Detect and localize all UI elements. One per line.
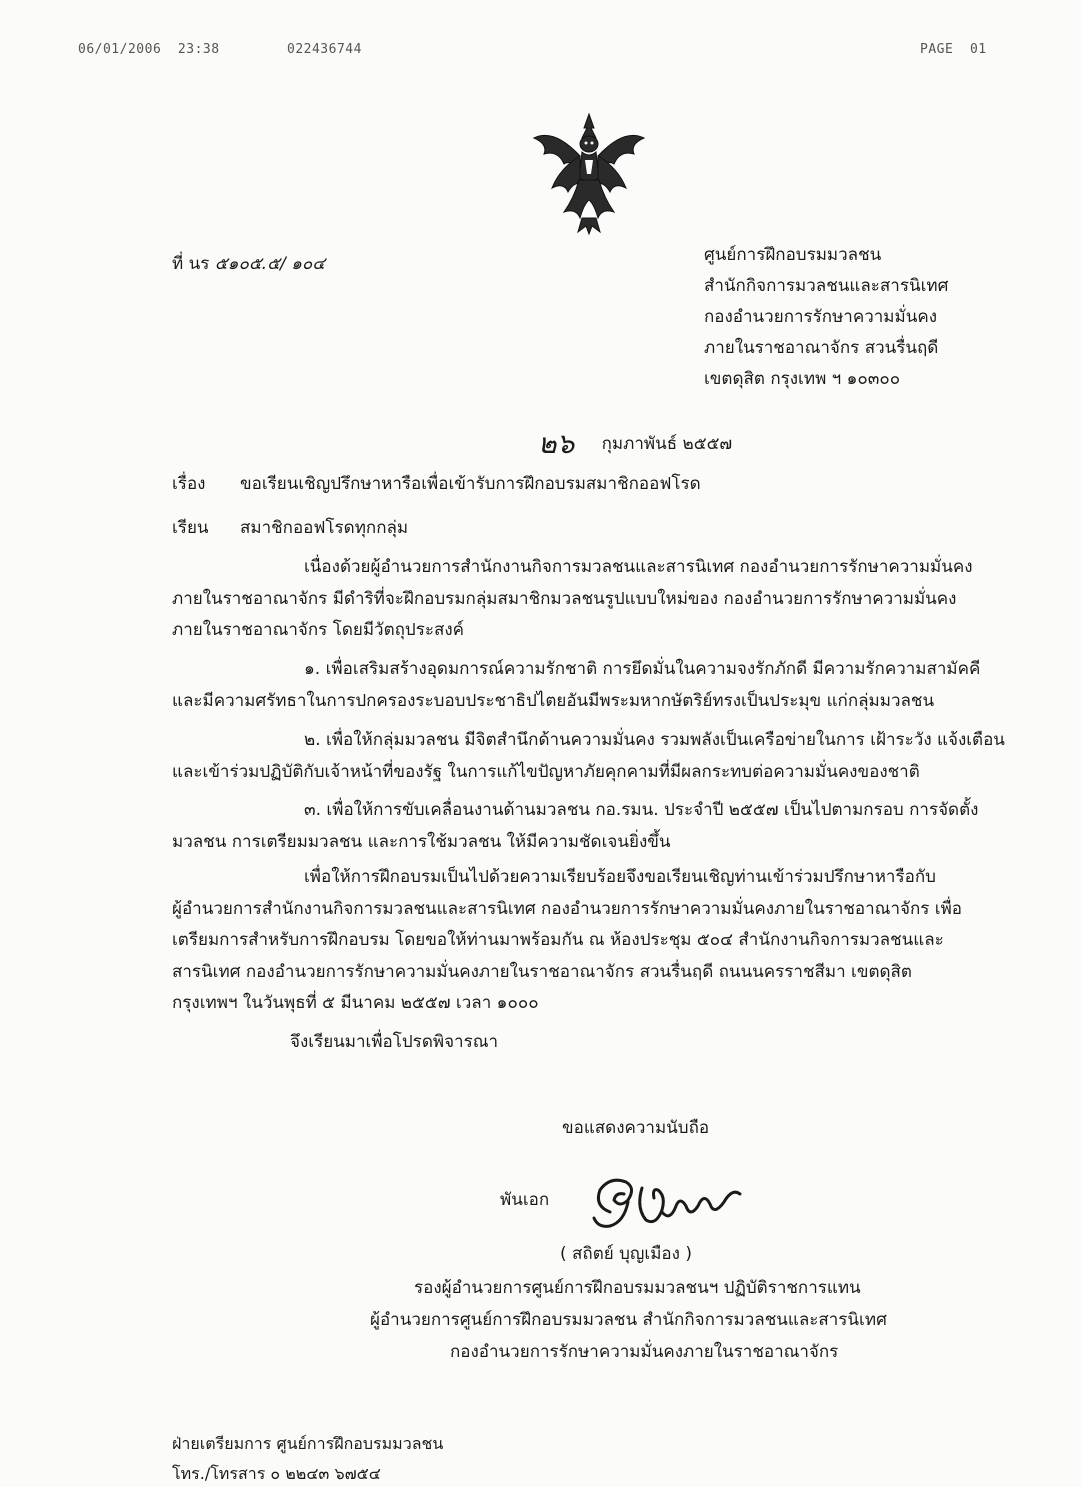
- paragraph-line: ผู้อำนวยการสำนักงานกิจการมวลชนและสารนิเทศ กองอำนวยการรักษาความมั่นคงภายในราชอาณาจักร เพื่อ: [172, 898, 963, 919]
- paragraph-line: ๒. เพื่อให้กลุ่มมวลชน มีจิตสำนึกด้านความมั่นคง รวมพลังเป็นเครือข่ายในการ เฝ้าระวัง แจ้งเตือน: [304, 730, 1005, 750]
- paragraph-line: เนื่องด้วยผู้อำนวยการสำนักงานกิจการมวลชนและสารนิเทศ กองอำนวยการรักษาความมั่นคง: [304, 557, 973, 577]
- closing-phrase: ขอแสดงความนับถือ: [562, 1118, 710, 1138]
- date-day: ๒๖: [538, 427, 575, 460]
- signatory-rank: พันเอก: [500, 1190, 550, 1210]
- sender-line: ภายในราชอาณาจักร สวนรื่นฤดี: [704, 338, 939, 358]
- handwritten-signature: [580, 1162, 760, 1242]
- invitation-paragraph: [172, 862, 998, 1020]
- recipient-text: สมาชิกออฟโรดทุกกลุ่ม: [240, 518, 409, 538]
- fax-datetime: 06/01/2006 23:38: [78, 42, 220, 57]
- paragraph-line: ภายในราชอาณาจักร โดยมีวัตถุประสงค์: [172, 620, 465, 640]
- recipient-label: เรียน: [172, 518, 209, 538]
- paragraph-line: เพื่อให้การฝึกอบรมเป็นไปด้วยความเรียบร้อยจึงขอเรียนเชิญท่านเข้าร่วมปรึกษาหารือกับ: [304, 867, 936, 887]
- objective-3: [172, 795, 998, 858]
- sender-line: กองอำนวยการรักษาความมั่นคง: [704, 307, 938, 327]
- paragraph-line: สารนิเทศ กองอำนวยการรักษาความมั่นคงภายในราชอาณาจักร สวนรื่นฤดี ถนนนครราชสีมา เขตดุสิต: [172, 961, 912, 982]
- sender-line: เขตดุสิต กรุงเทพ ฯ ๑๐๓๐๐: [704, 369, 901, 389]
- fax-header: [0, 42, 1082, 62]
- paragraph-line: เตรียมการสำหรับการฝึกอบรม โดยขอให้ท่านมาพร้อมกัน ณ ห้องประชุม ๕๐๔ สำนักงานกิจการมวลชนและ: [172, 930, 944, 950]
- sender-line: สำนักกิจการมวลชนและสารนิเทศ: [704, 276, 949, 296]
- request-line: จึงเรียนมาเพื่อโปรดพิจารณา: [290, 1032, 499, 1052]
- signatory-title-line: กองอำนวยการรักษาความมั่นคงภายในราชอาณาจักร: [450, 1342, 839, 1362]
- footer-department: ฝ่ายเตรียมการ ศูนย์การฝึกอบรมมวลชน: [172, 1434, 444, 1453]
- objective-1: [172, 654, 998, 717]
- signatory-title-line: รองผู้อำนวยการศูนย์การฝึกอบรมมวลชนฯ ปฏิบัติราชการแทน: [414, 1278, 861, 1298]
- paragraph-line: ภายในราชอาณาจักร มีดำริที่จะฝึกอบรมกลุ่มสมาชิกมวลชนรูปแบบใหม่ของ กองอำนวยการรักษาความมั่นคง: [172, 588, 957, 609]
- reference-label: ที่ นร: [172, 254, 210, 274]
- letter-date: [538, 422, 732, 466]
- subject-text: ขอเรียนเชิญปรึกษาหารือเพื่อเข้ารับการฝึกอบรมสมาชิกออฟโรด: [240, 474, 701, 494]
- footer-phone: โทร./โทรสาร ๐ ๒๒๔๓ ๖๗๕๔: [172, 1464, 381, 1483]
- sender-line: ศูนย์การฝึกอบรมมวลชน: [704, 245, 882, 265]
- paragraph-line: มวลชน การเตรียมมวลชน และการใช้มวลชน ให้มีความชัดเจนยิ่งขึ้น: [172, 831, 671, 852]
- intro-paragraph: [172, 552, 998, 647]
- paragraph-line: กรุงเทพฯ ในวันพุธที่ ๕ มีนาคม ๒๕๕๗ เวลา ๑๐๐๐: [172, 993, 539, 1013]
- date-month-year: กุมภาพันธ์ ๒๕๕๗: [601, 434, 733, 454]
- fax-number: 022436744: [287, 42, 362, 57]
- paragraph-line: ๑. เพื่อเสริมสร้างอุดมการณ์ความรักชาติ การยึดมั่นในความจงรักภักดี มีความรักความสามัคคี: [304, 659, 981, 679]
- signatory-title-line: ผู้อำนวยการศูนย์การฝึกอบรมมวลชน สำนักกิจการมวลชนและสารนิเทศ: [370, 1310, 887, 1330]
- subject-label: เรื่อง: [172, 474, 206, 494]
- fax-page: PAGE 01: [920, 42, 987, 57]
- objective-2: [172, 725, 1005, 788]
- garuda-emblem-icon: [524, 108, 654, 238]
- reference-value: ๕๑๐๕.๕/ ๑๐๔: [214, 254, 326, 274]
- paragraph-line: และเข้าร่วมปฏิบัติกับเจ้าหน้าที่ของรัฐ ในการแก้ไขปัญหาภัยคุกคามที่มีผลกระทบต่อความมั่นคงของชาติ: [172, 761, 920, 782]
- paragraph-line: ๓. เพื่อให้การขับเคลื่อนงานด้านมวลชน กอ.รมน. ประจำปี ๒๕๕๗ เป็นไปตามกรอบ การจัดตั้ง: [304, 800, 979, 820]
- sender-address: [704, 240, 948, 395]
- reference-number: [172, 250, 325, 277]
- signatory-name: ( สถิตย์ บุญเมือง ): [560, 1244, 692, 1264]
- paragraph-line: และมีความศรัทธาในการปกครองระบอบประชาธิปไตยอันมีพระมหากษัตริย์ทรงเป็นประมุข แก่กลุ่มมวลชน: [172, 690, 935, 711]
